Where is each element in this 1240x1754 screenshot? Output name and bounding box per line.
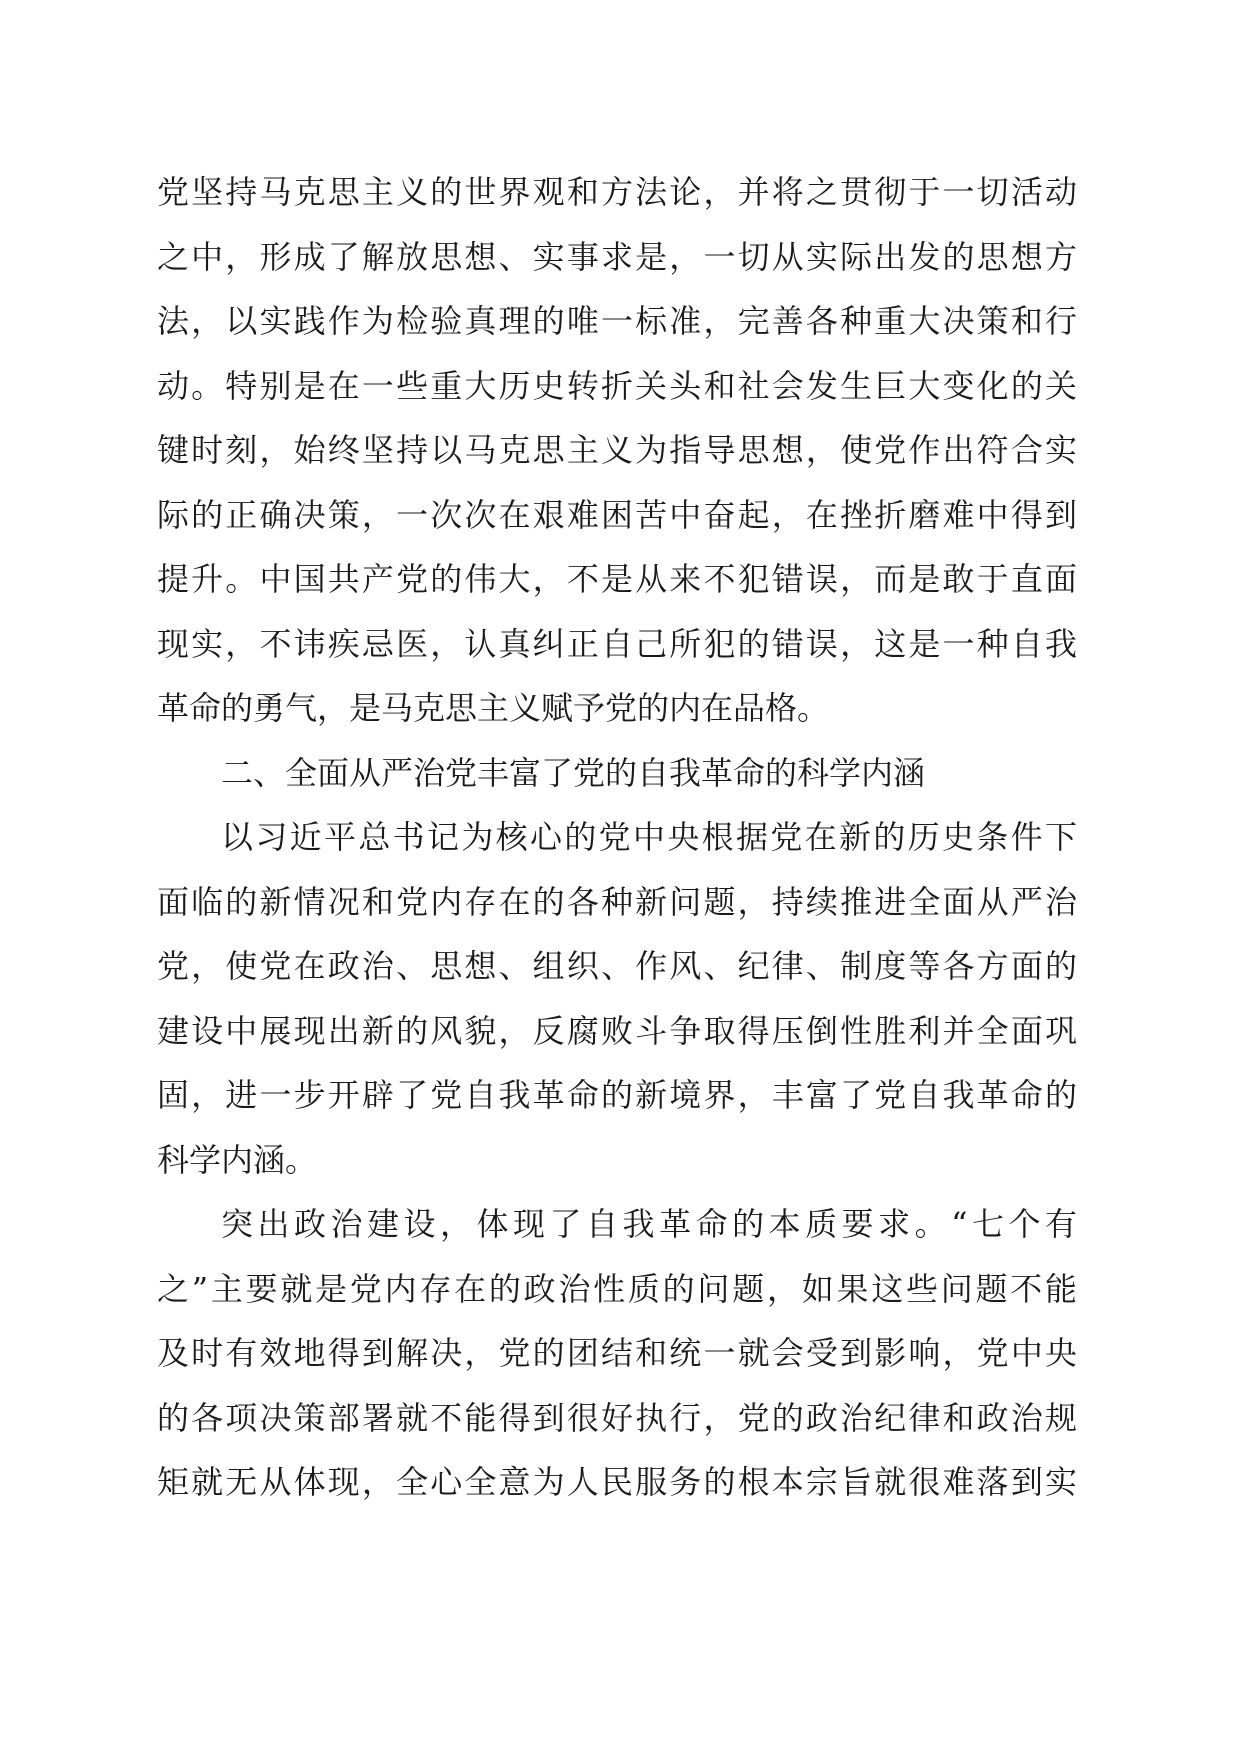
paragraph-1-line-5: 键时刻，始终坚持以马克思主义为指导思想，使党作出符合实: [157, 431, 1077, 469]
paragraph-2-line-6: 科学内涵。: [157, 1140, 318, 1179]
paragraph-3-line-3: 及时有效地得到解决，党的团结和统一就会受到影响，党中央: [157, 1334, 1077, 1372]
document-body: [157, 160, 1077, 1515]
paragraph-1-line-2: 之中，形成了解放思想、实事求是，一切从实际出发的思想方: [157, 237, 1077, 276]
paragraph-1-line-4: 动。特别是在一些重大历史转折关头和社会发生巨大变化的关: [157, 366, 1077, 405]
paragraph-3-line-2: 之”主要就是党内存在的政治性质的问题，如果这些问题不能: [157, 1269, 1077, 1308]
paragraph-2-line-2: 面临的新情况和党内存在的各种新问题，持续推进全面从严治: [157, 882, 1077, 921]
paragraph-3-line-1: 突出政治建设，体现了自我革命的本质要求。“七个有: [221, 1205, 1077, 1243]
paragraph-3-line-5: 矩就无从体现，全心全意为人民服务的根本宗旨就很难落到实: [157, 1463, 1077, 1501]
paragraph-2-line-3: 党，使党在政治、思想、组织、作风、纪律、制度等各方面的: [157, 947, 1077, 985]
paragraph-1-line-6: 际的正确决策，一次次在艰难困苦中奋起，在挫折磨难中得到: [157, 495, 1077, 534]
paragraph-2-line-5: 固，进一步开辟了党自我革命的新境界，丰富了党自我革命的: [157, 1076, 1077, 1114]
paragraph-1-line-9: 革命的勇气，是马克思主义赋予党的内在品格。: [157, 689, 830, 727]
paragraph-1-line-7: 提升。中国共产党的伟大，不是从来不犯错误，而是敢于直面: [157, 560, 1077, 598]
section-heading: 二、全面从严治党丰富了党的自我革命的科学内涵: [221, 753, 926, 792]
paragraph-1-line-3: 法，以实践作为检验真理的唯一标准，完善各种重大决策和行: [157, 302, 1077, 340]
paragraph-1-line-8: 现实，不讳疾忌医，认真纠正自己所犯的错误，这是一种自我: [157, 624, 1077, 663]
paragraph-1-line-1: 党坚持马克思主义的世界观和方法论，并将之贯彻于一切活动: [157, 173, 1077, 211]
paragraph-2-line-1: 以习近平总书记为核心的党中央根据党在新的历史条件下: [221, 818, 1077, 856]
paragraph-2-line-4: 建设中展现出新的风貌，反腐败斗争取得压倒性胜利并全面巩: [157, 1011, 1077, 1050]
paragraph-3-line-4: 的各项决策部署就不能得到很好执行，党的政治纪律和政治规: [157, 1398, 1077, 1437]
